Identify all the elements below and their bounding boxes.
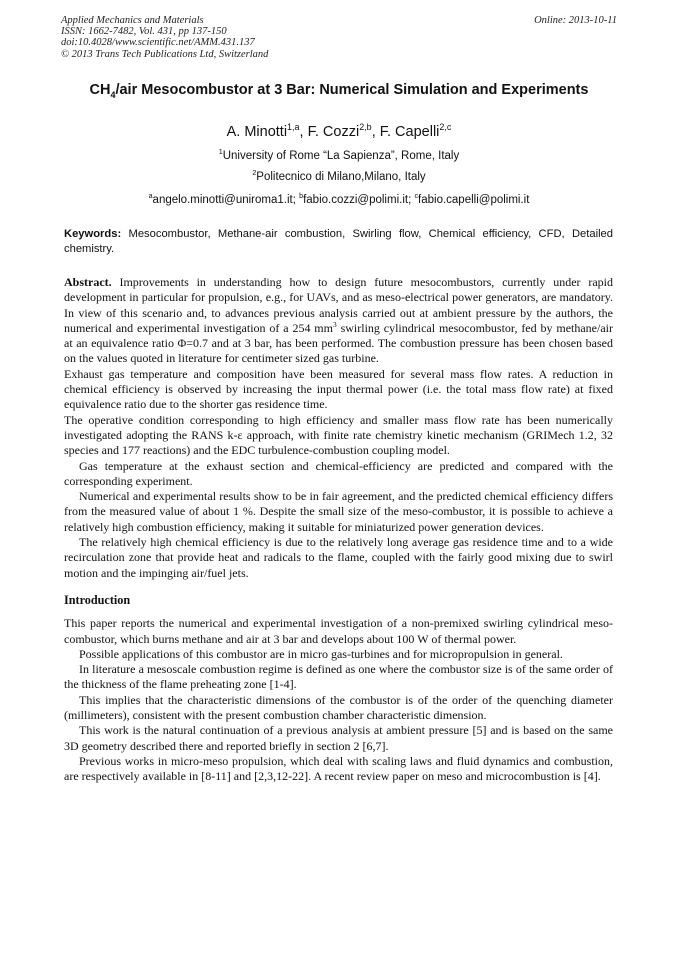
email-text: fabio.cozzi@polimi.it;: [303, 194, 415, 206]
abstract-paragraph: Exhaust gas temperature and composition have been measured for several mass flow rates. A reduction in chemical efficiency is observed by increasing the input thermal power (i.e. the total mass flow rate) at fixed equivalence ratio due to the shorter gas residence time.: [64, 366, 613, 412]
journal-name: Applied Mechanics and Materials: [61, 15, 204, 26]
affil-mark: 1: [218, 148, 223, 157]
abstract-paragraph: [64, 275, 613, 367]
affil-text: University of Rome “La Sapienza”, Rome, Italy: [222, 150, 460, 162]
keywords-label: Keywords:: [64, 228, 122, 240]
abstract-paragraph: Gas temperature at the exhaust section and chemical-efficiency are predicted and compared with the corresponding experiment.: [64, 458, 613, 488]
abstract-paragraph: The relatively high chemical efficiency is due to the relatively long average gas residence time and to a wide recirculation zone that provide heat and radicals to the flame, coupled with the fairly good mixing due to swirl motion and the impinging air/fuel jets.: [64, 535, 613, 580]
email-text: fabio.capelli@polimi.it: [418, 194, 530, 206]
abstract-paragraph: Numerical and experimental results show to be in fair agreement, and the predicted chemical efficiency differs from the measured value of about 1 %. Despite the small size of the meso-combustor, it is possible to achieve a relatively high combustion efficiency, making it suitable for miniaturized power generation devices.: [64, 489, 613, 534]
paper-body: [64, 275, 613, 785]
affiliation-2: [64, 170, 614, 184]
email-mark: a: [148, 192, 153, 201]
issn-line: ISSN: 1662-7482, Vol. 431, pp 137-150: [61, 26, 227, 38]
title-subscript: 4: [110, 89, 116, 100]
author-affil-mark: 1,a: [287, 122, 300, 133]
affiliation-1: [64, 149, 614, 163]
author-affil-mark: 2,b: [359, 122, 372, 133]
section-heading: Introduction: [64, 592, 131, 607]
author-affil-mark: 2,c: [439, 122, 452, 133]
email-mark: b: [299, 192, 304, 201]
author-list: A. Minotti$^{1,a}$, F. Cozzi$^{2,b}$, F. Capelli$^{2,c}$: [226, 122, 452, 140]
doi-line: doi:10.4028/www.scientific.net/AMM.431.137: [61, 37, 255, 49]
title-prefix: CH: [89, 82, 111, 98]
intro-paragraph: In literature a mesoscale combustion regime is defined as one where the combustor size is of the same order of the thickness of the flame preheating zone [1-4].: [64, 662, 613, 692]
online-date: Online: 2013-10-11: [534, 15, 617, 26]
affil-mark: 2: [252, 169, 257, 178]
copyright-line: © 2013 Trans Tech Publications Ltd, Switzerland: [61, 48, 269, 60]
keywords: [64, 227, 613, 257]
author-name: F. Capelli: [379, 124, 440, 140]
email-line: [64, 193, 614, 207]
author-name: A. Minotti: [226, 124, 288, 140]
keywords-text: Mesocombustor, Methane-air combustion, Swirling flow, Chemical efficiency, CFD, Detailed chemistry.: [64, 228, 613, 255]
journal-header: [61, 15, 617, 60]
abstract-text: swirling cylindrical mesocombustor, fed by methane/air at an equivalence ratio Φ=0.7 and at 3 bar, has been performed. The combustion pressure has been chosen based on the values quoted in literature for centimeter sized gas turbine.: [64, 320, 614, 366]
intro-paragraph: This paper reports the numerical and experimental investigation of a non-premixed swirling cylindrical meso-combustor, which burns methane and air at 3 bar and develops about 100 W of thermal power.: [64, 616, 613, 646]
intro-paragraph: This work is the natural continuation of a previous analysis at ambient pressure [5] and is based on the same 3D geometry described there and reported briefly in section 2 [6,7].: [64, 723, 613, 753]
email-mark: c: [414, 192, 419, 201]
unit-superscript: 3: [332, 319, 337, 329]
intro-paragraph: This implies that the characteristic dimensions of the combustor is of the order of the quenching diameter (millimeters), consistent with the present combustion chamber characteristic dimension.: [64, 692, 613, 723]
abstract-paragraph: The operative condition corresponding to high efficiency and smaller mass flow rate has been numerically investigated adopting the RANS k-ε approach, with finite rate chemistry kinetic mechanism (GRIMech 1.2, 32 species and 177 reactions) and the EDC turbulence-combustion coupling model.: [64, 412, 613, 458]
abstract-label: Abstract.: [64, 275, 112, 289]
intro-paragraph: Previous works in micro-meso propulsion, which deal with scaling laws and fluid dynamics and combustion, are respectively available in [8-11] and [2,3,12-22]. A recent review paper on meso and microcombustion is [4].: [64, 753, 613, 784]
title-rest: /air Mesocombustor at 3 Bar: Numerical Simulation and Experiments: [115, 82, 589, 98]
intro-paragraph: Possible applications of this combustor are in micro gas-turbines and for micropropulsion in general.: [79, 646, 563, 661]
abstract-text: Improvements in understanding how to design future mesocombustors, currently under rapid development in particular for propulsion, e.g., for UAVs, and as meso-electrical power generators, are mandatory. In view of this scenario and, to advances previous analysis carried out at ambient pressure by the authors, the numerical and experimental investigation of a 254 mm: [64, 275, 613, 335]
author-name: F. Cozzi: [307, 124, 360, 140]
paper-title: [64, 82, 614, 99]
email-text: angelo.minotti@uniroma1.it;: [152, 194, 300, 206]
affil-text: Politecnico di Milano,Milano, Italy: [256, 171, 426, 183]
